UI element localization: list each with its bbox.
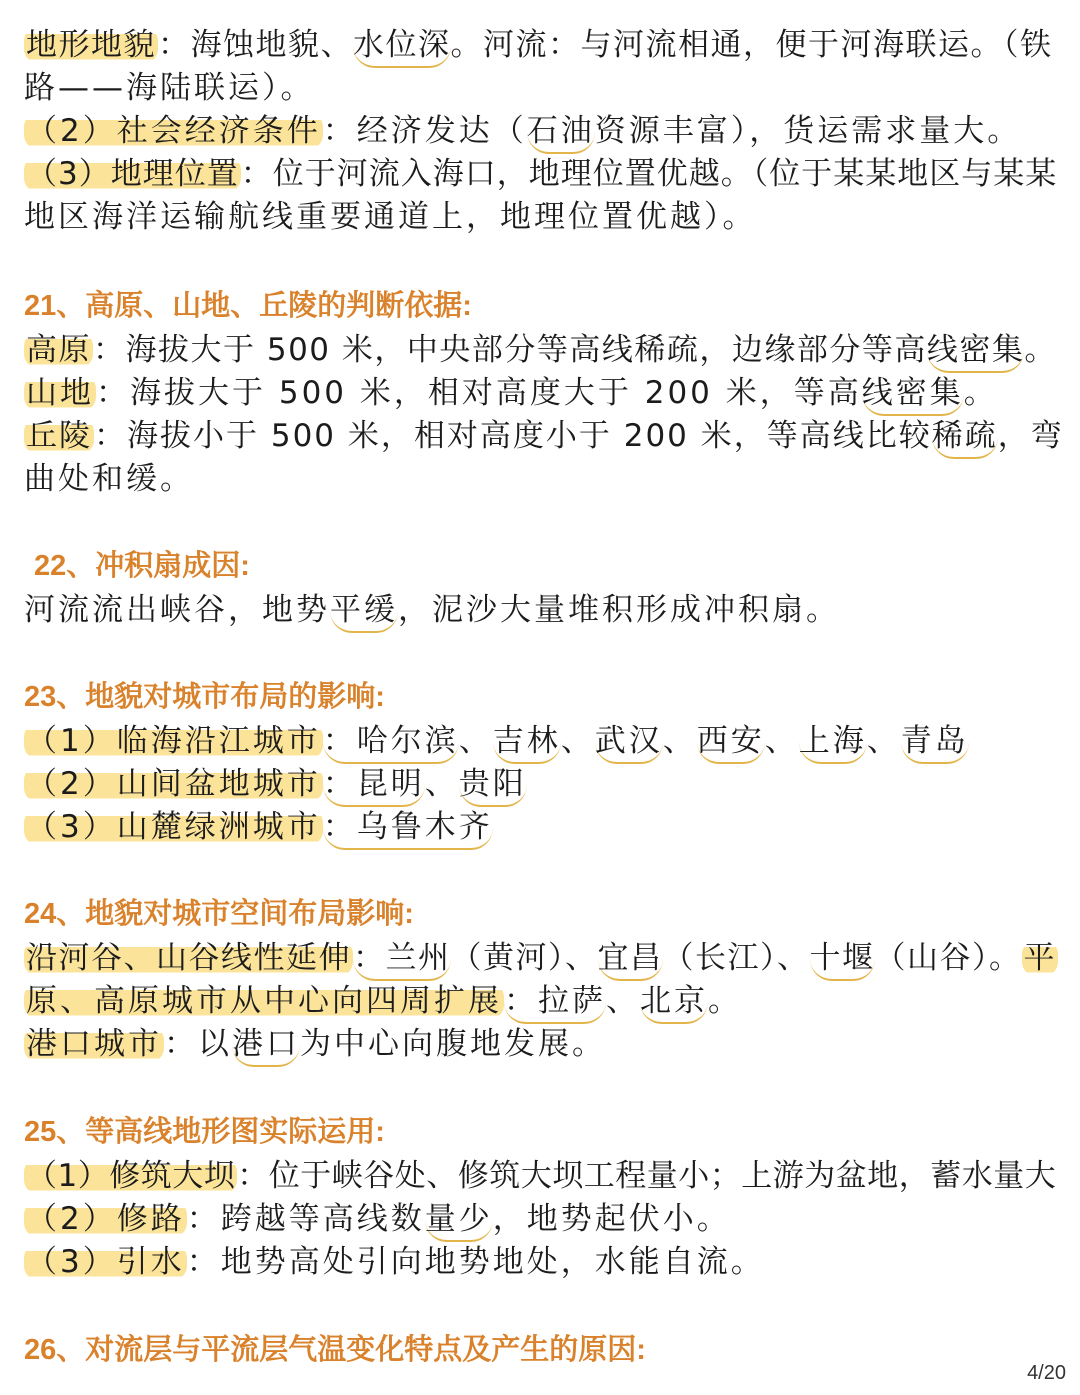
section-25-heading: 25、等高线地形图实际运用: — [24, 1116, 385, 1148]
text: ：以 — [164, 1026, 232, 1062]
highlight-term: （1）修筑大坝 — [26, 1158, 236, 1194]
circled-term: ：昆明 — [323, 763, 425, 807]
s25-line-2 — [24, 1198, 731, 1242]
highlight-term: 高原 — [26, 332, 91, 368]
s21-line-4: 曲处和缓。 — [24, 461, 194, 497]
intro-line-3 — [24, 110, 1021, 154]
text: ：海拔大于 500 米，中央部分等高线稀疏，边缘部分等高 — [93, 332, 927, 368]
s25-line-3 — [24, 1241, 765, 1283]
s23-line-2 — [24, 763, 527, 807]
circled-term: 港口 — [232, 1023, 300, 1067]
s22-line-1 — [24, 589, 840, 633]
text: 、 — [560, 723, 595, 759]
circled-term: 青岛 — [901, 720, 969, 764]
section-26-heading: 26、对流层与平流层气温变化特点及产生的原因: — [24, 1334, 646, 1366]
text: ：地势高处引向地势地处，水能自流。 — [186, 1244, 765, 1280]
highlight-term: （3）山麓绿洲城市 — [26, 809, 321, 845]
text: 、 — [866, 723, 901, 759]
text: 、 — [662, 723, 697, 759]
text: 、 — [458, 723, 493, 759]
highlight-term: 原、高原城市从中心向四周扩展 — [26, 983, 502, 1019]
text: ，弯 — [997, 418, 1064, 454]
text: ，地势起伏小。 — [492, 1201, 731, 1237]
text: ：海拔小于 500 米，相对高度小于 200 米，等高线比较 — [94, 418, 932, 454]
section-24-heading: 24、地貌对城市空间布局影响: — [24, 898, 414, 930]
text: （长江）、 — [662, 940, 810, 976]
circled-term: ：乌鲁木齐 — [323, 806, 493, 850]
text: 。 — [708, 983, 742, 1019]
highlight-term: 地形地貌 — [26, 27, 156, 63]
highlight-term: 丘陵 — [26, 418, 92, 454]
text: 。 — [963, 375, 998, 411]
text: ：位于峡谷处、修筑大坝工程量小；上游为盆地，蓄水量大 — [237, 1158, 1057, 1194]
highlight-term: 沿河谷、山谷线性延伸 — [26, 940, 351, 976]
circled-term: 贵阳 — [459, 763, 527, 807]
circled-term: 量少 — [425, 1198, 493, 1242]
text: 、 — [764, 723, 799, 759]
text: 河流流出峡谷，地势 — [24, 592, 330, 628]
text: 、 — [424, 766, 459, 802]
s21-line-2 — [24, 372, 998, 416]
intro-line-5: 地区海洋运输航线重要通道上，地理位置优越）。 — [24, 199, 757, 235]
circled-term: 水位深 — [353, 24, 451, 68]
text: ：位于河流入海口，地理位置优越。（位于某某地区与某某 — [240, 156, 1058, 192]
text: 。 — [1024, 332, 1057, 368]
highlight-term: （2）修路 — [26, 1201, 185, 1237]
highlight-term: 平 — [1023, 940, 1056, 976]
circled-term: 上海 — [799, 720, 867, 764]
circled-term: 吉林 — [493, 720, 561, 764]
s25-line-1 — [24, 1155, 1056, 1197]
section-22-heading: 22、冲积扇成因: — [34, 550, 250, 582]
s21-line-1 — [24, 329, 1057, 373]
highlight-term: （3）引水 — [26, 1244, 185, 1280]
circled-term: 武汉 — [595, 720, 663, 764]
circled-term: 线密集 — [862, 372, 964, 416]
text: ：海拔大于 500 米，相对高度大于 200 米，等高 — [96, 375, 862, 411]
circled-term: 稀疏 — [932, 415, 998, 459]
circled-term: ：哈尔滨 — [323, 720, 459, 764]
s23-line-1 — [24, 720, 969, 764]
highlight-term: 港口城市 — [26, 1026, 162, 1062]
s24-line-1 — [24, 937, 1058, 981]
text: 资源丰富），货运需求量大。 — [594, 113, 1022, 149]
circled-term: 宜昌 — [598, 937, 663, 981]
circled-term: 北京 — [640, 980, 708, 1024]
circled-term: 十堰 — [810, 937, 875, 981]
s24-line-3 — [24, 1023, 606, 1067]
text: ，泥沙大量堆积形成冲积扇。 — [398, 592, 840, 628]
text: ：跨越等高线数 — [186, 1201, 425, 1237]
intro-line-2: 路——海陆联运）。 — [24, 70, 315, 106]
text: 为中心向腹地发展。 — [300, 1026, 606, 1062]
text: （黄河）、 — [450, 940, 598, 976]
intro-line-1 — [24, 24, 1053, 68]
s21-line-3 — [24, 415, 1064, 459]
text: ：海蚀地貌、 — [158, 27, 353, 63]
circled-term: 西安 — [697, 720, 765, 764]
highlight-term: （2）山间盆地城市 — [26, 766, 321, 802]
highlight-term: （3）地理位置 — [26, 156, 239, 192]
circled-term: 石油 — [527, 110, 595, 154]
section-23-heading: 23、地貌对城市布局的影响: — [24, 681, 385, 713]
intro-line-4 — [24, 153, 1057, 195]
section-21-heading: 21、高原、山地、丘陵的判断依据: — [24, 290, 472, 322]
s24-line-2 — [24, 980, 742, 1024]
highlight-term: 山地 — [26, 375, 94, 411]
text: 、 — [606, 983, 640, 1019]
text: （山谷）。 — [874, 940, 1022, 976]
circled-term: 平缓 — [330, 589, 398, 633]
circled-term: ：拉萨 — [504, 980, 606, 1024]
text: 。河流：与河流相通，便于河海联运。（铁 — [450, 27, 1053, 63]
text: ：经济发达（ — [322, 113, 527, 149]
highlight-term: （1）临海沿江城市 — [26, 723, 321, 759]
page-number: 4/20 — [1027, 1362, 1066, 1384]
highlight-term: （2）社会经济条件 — [26, 113, 321, 149]
circled-term: ：兰州 — [353, 937, 451, 981]
s23-line-3 — [24, 806, 493, 850]
circled-term: 线密集 — [927, 329, 1025, 373]
